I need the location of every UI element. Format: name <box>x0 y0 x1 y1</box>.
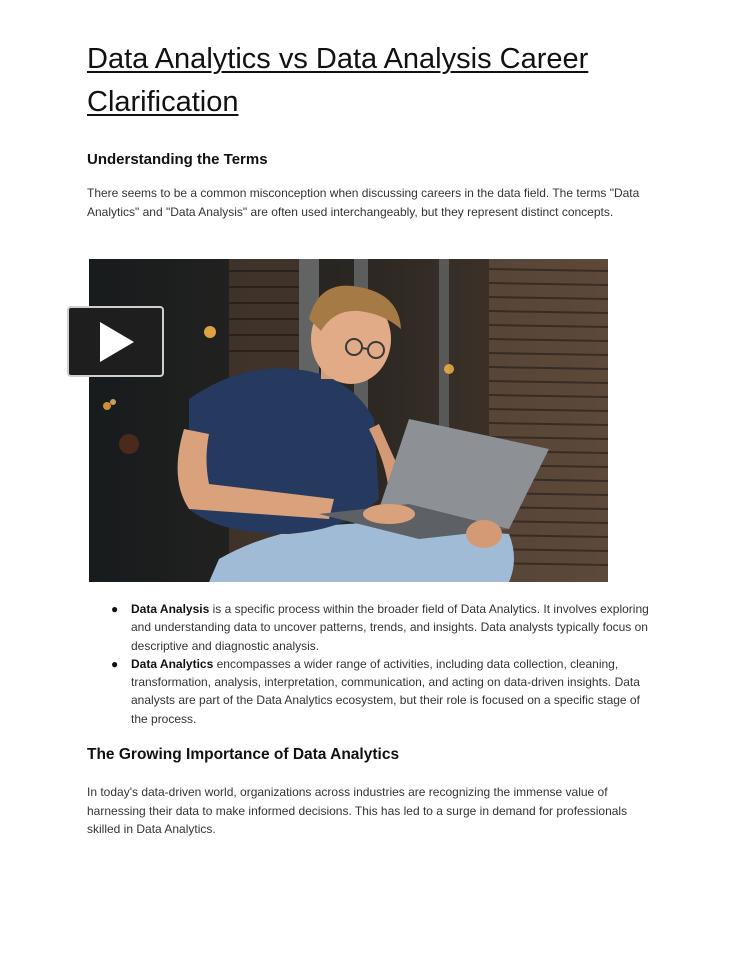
video-play-button[interactable] <box>67 306 164 377</box>
list-item <box>109 600 649 655</box>
definition-list <box>109 600 649 728</box>
play-icon <box>96 320 136 364</box>
section-paragraph-understanding: There seems to be a common misconception when discussing careers in the data field. The terms "Data Analytics" and "Data Analysis" are often used interchangeably, but they represent distinct concepts. <box>87 186 640 219</box>
definition-data-analysis: is a specific process within the broader field of Data Analytics. It involves exploring and understanding data to uncover patterns, trends, and insights. Data analysts typically focus on descriptive and diagnostic analysis. <box>131 602 649 653</box>
definition-data-analytics: encompasses a wider range of activities, including data collection, cleaning, transformation, analysis, interpretation, communication, and acting on data-driven insights. Data analysts are part of the Data Analytics ecosystem, but their role is focused on a specific stage of the process. <box>131 656 640 726</box>
page-title: Data Analytics vs Data Analysis Career Clarification <box>87 43 589 118</box>
section-heading-understanding: Understanding the Terms <box>87 151 268 168</box>
bullet-dot-icon: ● <box>111 656 119 671</box>
bullet-dot-icon: ● <box>111 602 119 616</box>
section-paragraph-importance: In today's data-driven world, organizations across industries are recognizing the immense value of harnessing their data to make informed decisions. This has led to a surge in demand for professionals skilled in Data Analytics. <box>87 785 628 836</box>
term-data-analytics: Data Analytics <box>131 656 214 671</box>
section-heading-importance: The Growing Importance of Data Analytics <box>87 746 400 763</box>
hero-photo <box>89 259 608 582</box>
list-item <box>109 655 649 728</box>
photo-illustration <box>89 259 608 582</box>
term-data-analysis: Data Analysis <box>131 602 210 616</box>
